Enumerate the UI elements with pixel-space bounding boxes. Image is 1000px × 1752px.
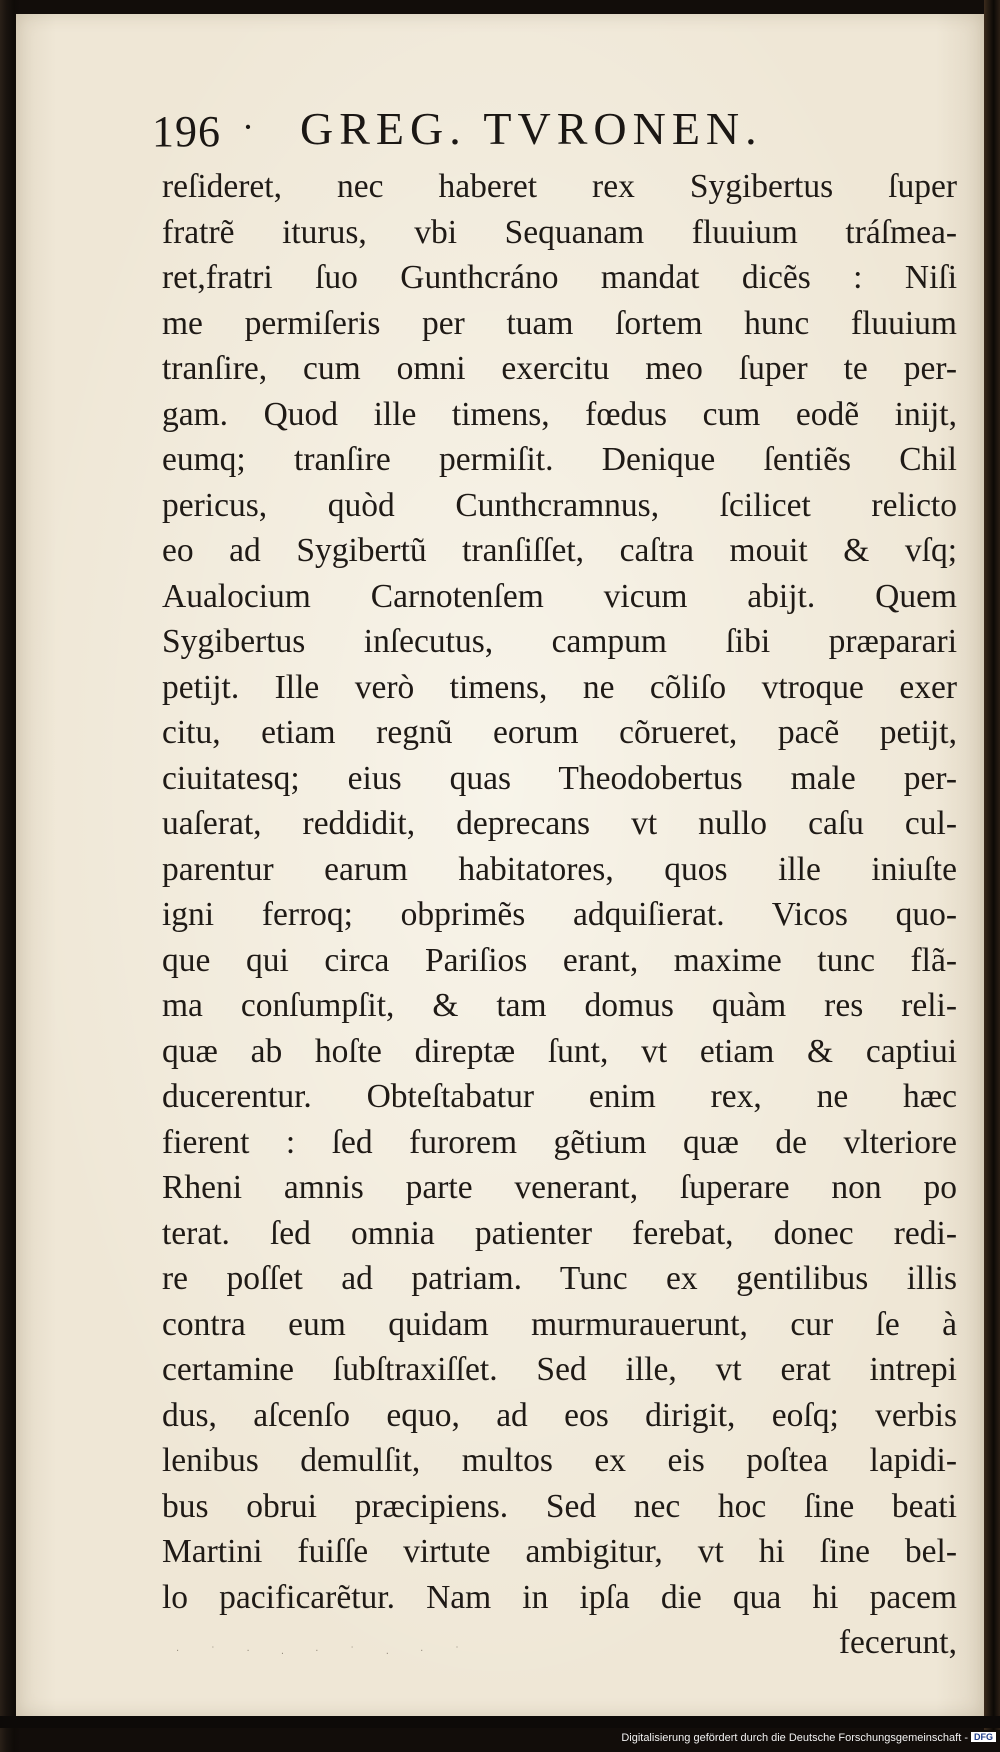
digitization-credit: [600, 1732, 996, 1750]
text-line: citu, etiam regnũ eorum cõrueret, pacẽ petijt,: [162, 714, 957, 751]
credit-text: Digitalisierung gefördert durch die Deutsche Forschungsgemeinschaft -: [621, 1732, 968, 1744]
text-line: Martini fuiſſe virtute ambigitur, vt hi ſine bel-: [162, 1533, 957, 1570]
text-line: contra eum quidam murmurauerunt, cur ſe à: [162, 1305, 957, 1343]
text-line: fecerunt,: [838, 1624, 957, 1661]
text-line: uaſerat, reddidit, deprecans vt nullo caſu cul-: [162, 805, 957, 842]
page-number: 196: [152, 107, 221, 156]
paper-specks: · ˙ · . · ˙ . · ˙: [176, 1646, 474, 1657]
text-line: ducerentur. Obteſtabatur enim rex, ne hæc: [162, 1078, 957, 1115]
text-line: pericus, quòd Cunthcramnus, ſcilicet relicto: [162, 486, 957, 524]
text-line: bus obrui præcipiens. Sed nec hoc ſine beati: [162, 1487, 957, 1525]
text-line: re poſſet ad patriam. Tunc ex gentilibus illis: [162, 1260, 957, 1297]
text-line: certamine ſubſtraxiſſet. Sed ille, vt erat intrepi: [162, 1351, 957, 1388]
text-line: fierent : ſed furorem gẽtium quæ de vlteriore: [162, 1123, 957, 1161]
text-line: me permiſeris per tuam ſortem hunc fluuium: [162, 304, 957, 342]
text-line: fratrẽ iturus, vbi Sequanam fluuium tráſmea-: [162, 213, 957, 251]
header-separator: ·: [242, 107, 254, 147]
text-line: Aualocium Carnotenſem vicum abijt. Quem: [162, 577, 957, 615]
body-text: [162, 164, 957, 1666]
text-line: Sygibertus inſecutus, campum ſibi præparari: [162, 623, 957, 660]
text-line: ma conſumpſit, & tam domus quàm res reli-: [162, 987, 957, 1024]
text-line: lo pacificarẽtur. Nam in ipſa die qua hi pacem: [162, 1578, 957, 1616]
text-line: dus, aſcenſo equo, ad eos dirigit, eoſq; verbis: [162, 1396, 957, 1434]
text-line: terat. ſed omnia patienter ferebat, donec redi-: [162, 1214, 957, 1252]
page-header: [132, 102, 932, 162]
scan-border: [0, 1716, 1000, 1728]
text-line: lenibus demulſit, multos ex eis poſtea lapidi-: [162, 1442, 957, 1479]
text-line: Rheni amnis parte venerant, ſuperare non po: [162, 1169, 957, 1206]
text-line: igni ferroq; obprimẽs adquiſierat. Vicos quo-: [162, 896, 957, 933]
running-title: GREG. TVRONEN.: [300, 103, 763, 154]
text-line: reſideret, nec haberet rex Sygibertus ſuper: [162, 168, 957, 205]
text-line: ret,fratri ſuo Gunthcráno mandat dicẽs : Niſi: [162, 259, 957, 296]
text-line: parentur earum habitatores, quos ille iniuſte: [162, 850, 957, 888]
text-line: petijt. Ille verò timens, ne cõliſo vtroque exer: [162, 668, 957, 706]
text-line: gam. Quod ille timens, fœdus cum eodẽ inijt,: [162, 395, 957, 433]
text-line: eumq; tranſire permiſit. Denique ſentiẽs Chil: [162, 441, 957, 478]
dfg-logo: DFG: [971, 1732, 996, 1742]
text-line: quæ ab hoſte direptæ ſunt, vt etiam & captiui: [162, 1032, 957, 1070]
text-line: tranſire, cum omni exercitu meo ſuper te per-: [162, 350, 957, 387]
text-line: ciuitatesq; eius quas Theodobertus male per-: [162, 759, 957, 797]
book-edge-shadow: [984, 0, 1000, 1730]
book-page: [16, 14, 984, 1716]
text-line: eo ad Sygibertũ tranſiſſet, caſtra mouit & vſq;: [162, 532, 957, 569]
text-line: que qui circa Pariſios erant, maxime tunc flã-: [162, 941, 957, 979]
